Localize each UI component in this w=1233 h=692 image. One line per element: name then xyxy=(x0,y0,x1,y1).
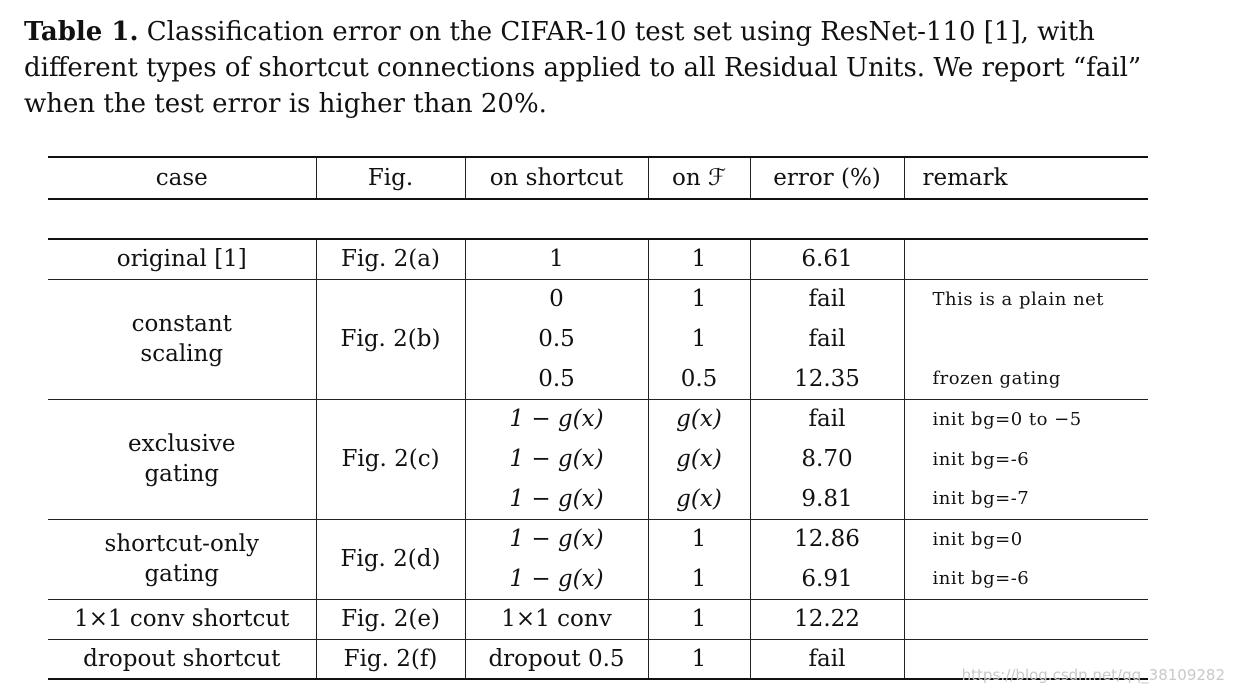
table-row xyxy=(48,399,1148,439)
error-cell: 6.61 xyxy=(750,239,904,279)
error-cell: 6.91 xyxy=(750,559,904,599)
fig-cell: Fig. 2(d) xyxy=(316,519,465,599)
fig-cell: Fig. 2(f) xyxy=(316,639,465,679)
shortcut-cell: 1 xyxy=(465,239,648,279)
fig-cell: Fig. 2(c) xyxy=(316,399,465,519)
fig-cell: Fig. 2(a) xyxy=(316,239,465,279)
f-cell: g(x) xyxy=(648,479,750,519)
remark-cell: init bg=-6 xyxy=(904,559,1148,599)
f-cell: g(x) xyxy=(648,439,750,479)
header-remark: remark xyxy=(904,157,1148,199)
f-cell: g(x) xyxy=(648,399,750,439)
case-cell: original [1] xyxy=(116,246,247,273)
error-cell: 9.81 xyxy=(750,479,904,519)
error-cell: fail xyxy=(750,639,904,679)
shortcut-cell: 0 xyxy=(465,279,648,319)
caption-label: Table 1. xyxy=(24,17,139,47)
f-cell: 1 xyxy=(648,239,750,279)
remark-cell: init bg=0 to −5 xyxy=(904,399,1148,439)
shortcut-cell: dropout 0.5 xyxy=(465,639,648,679)
watermark: https://blog.csdn.net/qq_38109282 xyxy=(961,666,1225,684)
f-cell: 1 xyxy=(648,599,750,639)
shortcut-cell: 1 − g(x) xyxy=(465,399,648,439)
table-row xyxy=(48,239,1148,279)
remark-cell: This is a plain net xyxy=(904,279,1148,319)
shortcut-cell: 1 − g(x) xyxy=(465,519,648,559)
shortcut-cell: 1 − g(x) xyxy=(465,559,648,599)
case-cell: exclusive gating xyxy=(48,399,316,519)
header-case: case xyxy=(48,157,316,199)
header-error: error (%) xyxy=(750,157,904,199)
f-cell: 1 xyxy=(648,559,750,599)
shortcut-cell: 1 − g(x) xyxy=(465,439,648,479)
f-cell: 1 xyxy=(648,279,750,319)
header-row xyxy=(48,157,1148,199)
header-on-f: on ℱ xyxy=(648,157,750,199)
remark-cell: init bg=0 xyxy=(904,519,1148,559)
shortcut-cell: 0.5 xyxy=(465,319,648,359)
remark-cell: frozen gating xyxy=(904,359,1148,399)
error-cell: fail xyxy=(750,399,904,439)
caption-text: Classification error on the CIFAR-10 test set using ResNet-110 [1], with different types of shortcut connections applied to all Residual Units. We report “fail” when the test error is higher than 20%. xyxy=(24,17,1142,119)
fig-cell: Fig. 2(b) xyxy=(316,279,465,399)
results-table xyxy=(48,156,1148,680)
f-cell: 0.5 xyxy=(648,359,750,399)
f-cell: 1 xyxy=(648,519,750,559)
f-cell: 1 xyxy=(648,639,750,679)
error-cell: 12.86 xyxy=(750,519,904,559)
remark-cell xyxy=(904,599,1148,639)
error-cell: fail xyxy=(750,319,904,359)
case-cell: constant scaling xyxy=(48,279,316,399)
case-cell: 1×1 conv shortcut xyxy=(48,599,316,639)
header-on-shortcut: on shortcut xyxy=(465,157,648,199)
shortcut-cell: 1×1 conv xyxy=(465,599,648,639)
error-cell: 12.35 xyxy=(750,359,904,399)
error-cell: 8.70 xyxy=(750,439,904,479)
shortcut-cell: 1 − g(x) xyxy=(465,479,648,519)
remark-cell: init bg=-7 xyxy=(904,479,1148,519)
shortcut-cell: 0.5 xyxy=(465,359,648,399)
table-row xyxy=(48,279,1148,319)
remark-cell: init bg=-6 xyxy=(904,439,1148,479)
header-double-rule xyxy=(48,199,1148,239)
header-fig: Fig. xyxy=(316,157,465,199)
table-row xyxy=(48,599,1148,639)
table-caption xyxy=(24,14,1184,122)
fig-cell: Fig. 2(e) xyxy=(316,599,465,639)
error-cell: fail xyxy=(750,279,904,319)
remark-cell xyxy=(904,319,1148,359)
table-row xyxy=(48,519,1148,559)
case-cell: shortcut-only gating xyxy=(48,519,316,599)
error-cell: 12.22 xyxy=(750,599,904,639)
f-cell: 1 xyxy=(648,319,750,359)
remark-cell xyxy=(904,239,1148,279)
case-cell: dropout shortcut xyxy=(48,639,316,679)
